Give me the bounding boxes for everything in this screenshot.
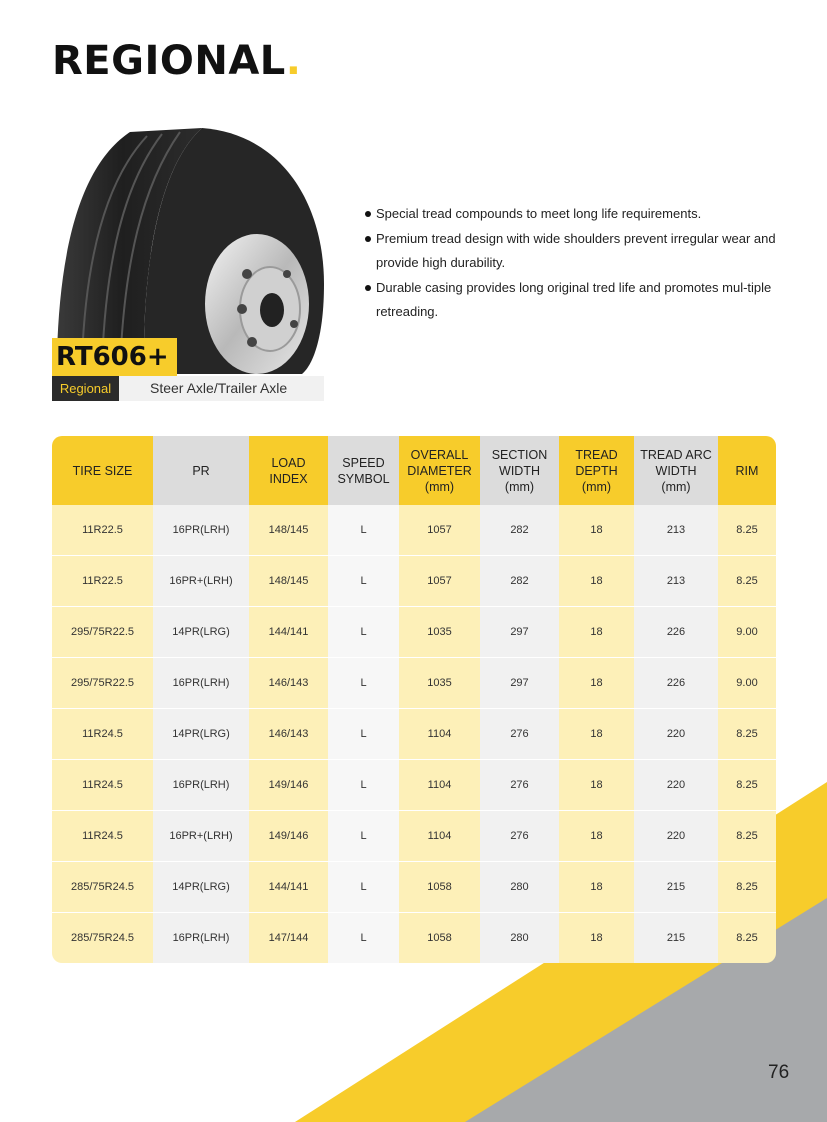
table-row [52, 607, 776, 658]
header-overall-diameter: OVERALL DIAMETER (mm) [399, 436, 480, 505]
cell-tread-arc-width: 220 [634, 709, 718, 760]
cell-load-index: 149/146 [249, 811, 328, 862]
category-label: Regional [52, 376, 119, 401]
cell-tire-size: 285/75R24.5 [52, 862, 153, 913]
header-speed-symbol: SPEED SYMBOL [328, 436, 399, 505]
cell-tread-arc-width: 215 [634, 862, 718, 913]
cell-rim: 8.25 [718, 709, 776, 760]
header-load-index: LOAD INDEX [249, 436, 328, 505]
cell-tread-depth: 18 [559, 760, 634, 811]
cell-section-width: 276 [480, 709, 559, 760]
cell-section-width: 280 [480, 862, 559, 913]
spec-table [52, 436, 776, 963]
cell-tire-size: 11R24.5 [52, 760, 153, 811]
cell-speed-symbol: L [328, 658, 399, 709]
cell-pr: 14PR(LRG) [153, 862, 249, 913]
cell-tread-arc-width: 213 [634, 556, 718, 607]
cell-tire-size: 11R22.5 [52, 556, 153, 607]
category-bar [52, 376, 324, 401]
cell-section-width: 297 [480, 658, 559, 709]
cell-tread-arc-width: 226 [634, 607, 718, 658]
cell-section-width: 297 [480, 607, 559, 658]
axle-label: Steer Axle/Trailer Axle [150, 380, 288, 396]
cell-tire-size: 295/75R22.5 [52, 607, 153, 658]
feature-item: Premium tread design with wide shoulders prevent irregular wear and provide high durability. [364, 227, 784, 276]
cell-speed-symbol: L [328, 760, 399, 811]
cell-speed-symbol: L [328, 913, 399, 964]
table-row [52, 760, 776, 811]
table-row [52, 505, 776, 556]
cell-rim: 8.25 [718, 862, 776, 913]
cell-tread-arc-width: 226 [634, 658, 718, 709]
cell-rim: 8.25 [718, 556, 776, 607]
cell-section-width: 276 [480, 760, 559, 811]
feature-item: Special tread compounds to meet long life requirements. [364, 202, 784, 227]
header-tread-depth: TREAD DEPTH (mm) [559, 436, 634, 505]
table-row [52, 709, 776, 760]
table-header-row [52, 436, 776, 505]
cell-rim: 9.00 [718, 658, 776, 709]
cell-pr: 14PR(LRG) [153, 607, 249, 658]
cell-overall-diameter: 1035 [399, 607, 480, 658]
cell-load-index: 144/141 [249, 607, 328, 658]
header-tread-arc-width: TREAD ARC WIDTH (mm) [634, 436, 718, 505]
cell-rim: 8.25 [718, 760, 776, 811]
cell-overall-diameter: 1104 [399, 709, 480, 760]
cell-section-width: 282 [480, 556, 559, 607]
cell-overall-diameter: 1104 [399, 811, 480, 862]
table-body [52, 505, 776, 963]
cell-load-index: 146/143 [249, 709, 328, 760]
truck-tire-illustration [52, 124, 324, 374]
cell-tread-arc-width: 215 [634, 913, 718, 964]
cell-overall-diameter: 1057 [399, 505, 480, 556]
cell-overall-diameter: 1104 [399, 760, 480, 811]
page-number: 76 [768, 1062, 790, 1083]
cell-speed-symbol: L [328, 505, 399, 556]
table-row [52, 556, 776, 607]
cell-pr: 16PR+(LRH) [153, 556, 249, 607]
cell-section-width: 280 [480, 913, 559, 964]
cell-tire-size: 285/75R24.5 [52, 913, 153, 964]
table-row [52, 862, 776, 913]
header-pr: PR [153, 436, 249, 505]
cell-speed-symbol: L [328, 607, 399, 658]
cell-tread-depth: 18 [559, 556, 634, 607]
cell-tread-depth: 18 [559, 607, 634, 658]
cell-tread-depth: 18 [559, 505, 634, 556]
cell-tread-depth: 18 [559, 862, 634, 913]
cell-section-width: 276 [480, 811, 559, 862]
cell-pr: 16PR+(LRH) [153, 811, 249, 862]
cell-load-index: 146/143 [249, 658, 328, 709]
cell-rim: 8.25 [718, 811, 776, 862]
cell-speed-symbol: L [328, 811, 399, 862]
cell-pr: 14PR(LRG) [153, 709, 249, 760]
table-row [52, 658, 776, 709]
cell-load-index: 147/144 [249, 913, 328, 964]
cell-tread-depth: 18 [559, 913, 634, 964]
cell-pr: 16PR(LRH) [153, 913, 249, 964]
header-tire-size: TIRE SIZE [52, 436, 153, 505]
cell-pr: 16PR(LRH) [153, 658, 249, 709]
cell-pr: 16PR(LRH) [153, 760, 249, 811]
cell-tire-size: 11R24.5 [52, 709, 153, 760]
cell-load-index: 148/145 [249, 505, 328, 556]
tire-icon [52, 124, 324, 374]
cell-tire-size: 11R22.5 [52, 505, 153, 556]
cell-speed-symbol: L [328, 862, 399, 913]
cell-pr: 16PR(LRH) [153, 505, 249, 556]
cell-tread-depth: 18 [559, 709, 634, 760]
cell-tread-depth: 18 [559, 811, 634, 862]
header-section-width: SECTION WIDTH (mm) [480, 436, 559, 505]
cell-speed-symbol: L [328, 556, 399, 607]
page-title: REGIONAL. [52, 38, 302, 84]
cell-rim: 9.00 [718, 607, 776, 658]
cell-overall-diameter: 1058 [399, 862, 480, 913]
table-row [52, 913, 776, 964]
cell-overall-diameter: 1058 [399, 913, 480, 964]
feature-list [364, 202, 784, 325]
cell-overall-diameter: 1035 [399, 658, 480, 709]
cell-section-width: 282 [480, 505, 559, 556]
cell-speed-symbol: L [328, 709, 399, 760]
cell-tire-size: 11R24.5 [52, 811, 153, 862]
cell-load-index: 148/145 [249, 556, 328, 607]
model-name: RT606+ [52, 338, 177, 376]
cell-tread-arc-width: 220 [634, 760, 718, 811]
header-rim: RIM [718, 436, 776, 505]
cell-load-index: 149/146 [249, 760, 328, 811]
cell-tread-arc-width: 213 [634, 505, 718, 556]
cell-rim: 8.25 [718, 913, 776, 964]
cell-tread-arc-width: 220 [634, 811, 718, 862]
cell-load-index: 144/141 [249, 862, 328, 913]
table-row [52, 811, 776, 862]
cell-tread-depth: 18 [559, 658, 634, 709]
cell-tire-size: 295/75R22.5 [52, 658, 153, 709]
cell-overall-diameter: 1057 [399, 556, 480, 607]
cell-rim: 8.25 [718, 505, 776, 556]
feature-item: Durable casing provides long original tred life and promotes mul-tiple retreading. [364, 276, 784, 325]
